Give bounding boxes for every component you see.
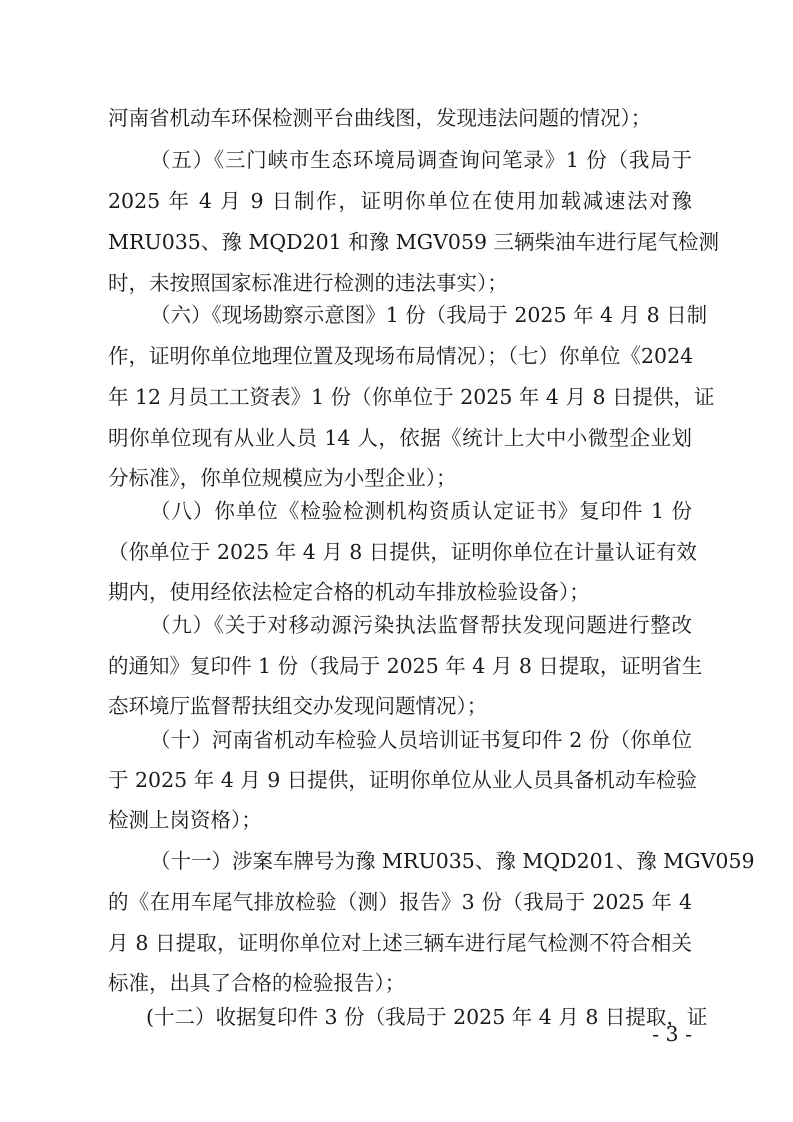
text-line: （五）《三门峡市生态环境局调查询问笔录》1 份（我局于: [150, 148, 692, 172]
text-line: （六）《现场勘察示意图》1 份（我局于 2025 年 4 月 8 日制: [150, 303, 708, 327]
text-line: （你单位于 2025 年 4 月 8 日提供，证明你单位在计量认证有效: [108, 540, 697, 564]
text-line: 河南省机动车环保检测平台曲线图，发现违法问题的情况）；: [108, 106, 652, 130]
text-line: 时，未按照国家标准进行检测的违法事实）；: [108, 271, 508, 295]
text-line: （十）河南省机动车检验人员培训证书复印件 2 份（你单位: [150, 728, 692, 752]
text-line: 态环境厅监督帮扶组交办发现问题情况）；: [108, 694, 488, 718]
text-line: 2025 年 4 月 9 日制作，证明你单位在使用加载减速法对豫: [108, 189, 692, 213]
text-line: (十二）收据复印件 3 份（我局于 2025 年 4 月 8 日提取，证: [146, 1005, 708, 1029]
text-line: 作，证明你单位地理位置及现场布局情况）；（七）你单位《2024: [108, 344, 694, 368]
text-line: 年 12 月员工工资表》1 份（你单位于 2025 年 4 月 8 日提供，证: [108, 385, 715, 409]
text-line: 月 8 日提取，证明你单位对上述三辆车进行尾气检测不符合相关: [108, 931, 692, 955]
text-line: 于 2025 年 4 月 9 日提供，证明你单位从业人员具备机动车检验: [108, 768, 697, 792]
text-line: 检测上岗资格）；: [108, 808, 262, 832]
text-line: 的通知》复印件 1 份（我局于 2025 年 4 月 8 日提取，证明省生: [108, 654, 703, 678]
text-line: MRU035、豫 MQD201 和豫 MGV059 三辆柴油车进行尾气检测: [108, 230, 720, 254]
text-line: 明你单位现有从业人员 14 人，依据《统计上大中小微型企业划: [108, 426, 692, 450]
text-line: 标准，出具了合格的检验报告）；: [108, 971, 406, 995]
page-number: - 3 -: [652, 1022, 692, 1046]
text-line: （八）你单位《检验检测机构资质认定证书》复印件 1 份: [150, 499, 692, 523]
text-line: 分标准》，你单位规模应为小型企业）；: [108, 466, 457, 490]
text-line: 的《在用车尾气排放检验（测）报告》3 份（我局于 2025 年 4: [108, 890, 692, 914]
text-line: （九）《关于对移动源污染执法监督帮扶发现问题进行整改: [150, 613, 692, 637]
text-line: 期内，使用经依法检定合格的机动车排放检验设备）；: [108, 580, 590, 604]
text-line: （十一）涉案车牌号为豫 MRU035、豫 MQD201、豫 MGV059: [150, 849, 755, 873]
